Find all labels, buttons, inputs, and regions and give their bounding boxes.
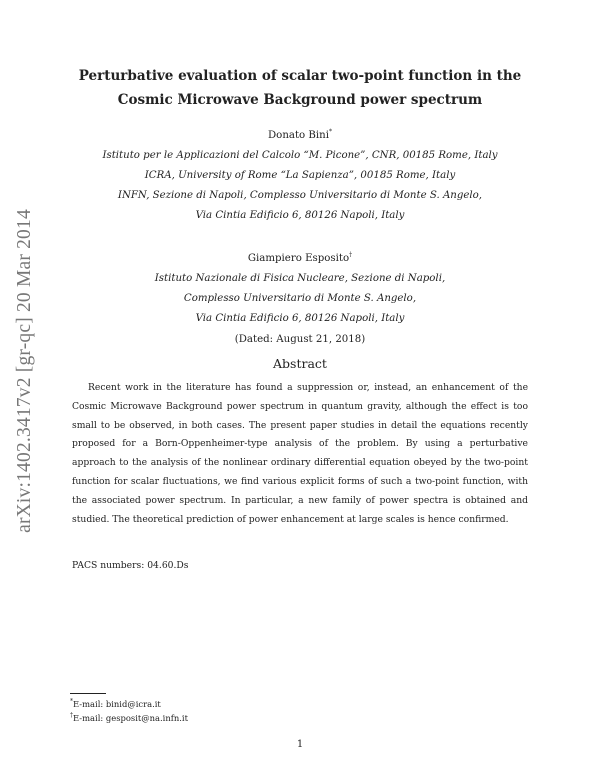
date-line: (Dated: August 21, 2018)	[234, 334, 366, 345]
author-2-name: Giampiero Esposito	[247, 253, 350, 264]
pacs-numbers: PACS numbers: 04.60.Ds	[72, 560, 189, 571]
author-2-affiliation-3: Via Cintia Edificio 6, 80126 Napoli, Italy	[195, 313, 405, 324]
author-1-affiliation-2: ICRA, University of Rome “La Sapienza”, 00185 Rome, Italy	[144, 170, 456, 181]
footnote-2	[70, 713, 188, 723]
footnote-2-text: E-mail: gesposit@na.infn.it	[73, 713, 188, 723]
page-number: 1	[296, 739, 304, 750]
author-1-name-line	[60, 126, 540, 146]
author-2-affiliation-1: Istituto Nazionale di Fisica Nucleare, Sezione di Napoli,	[154, 273, 446, 284]
title-line-1: Perturbative evaluation of scalar two-point function in the	[78, 68, 522, 84]
author-2-affiliation-2: Complesso Universitario di Monte S. Angelo,	[183, 293, 417, 304]
author-1-affiliation-4: Via Cintia Edificio 6, 80126 Napoli, Italy	[195, 210, 405, 221]
footnote-rule	[70, 693, 106, 694]
footnote-1	[70, 699, 161, 709]
footnote-1-text: E-mail: binid@icra.it	[73, 699, 161, 709]
author-1-affiliation-3: INFN, Sezione di Napoli, Complesso Universitario di Monte S. Angelo,	[117, 190, 483, 201]
author-1-footnote-mark: *	[328, 128, 332, 136]
arxiv-sidebar-stamp	[8, 186, 42, 556]
author-2-footnote-mark: †	[349, 251, 353, 259]
author-1-name: Donato Bini	[268, 130, 329, 141]
abstract-heading: Abstract	[273, 356, 327, 371]
author-2-block	[60, 249, 540, 329]
footnote-2-mark: †	[70, 712, 73, 720]
abstract-body: Recent work in the literature has found a suppression or, instead, an enhancement of the Cosmic Microwave Background power spectrum in quantum gravity, although the effect is too small to be observed, in both cases. The present paper studies in detail the equations recently proposed for a Born-Oppenheimer-type analysis of the problem. By using a perturbative approach to the analysis of the nonlinear ordinary differential equation obeyed by the two-point function for scalar fluctuations, we find various explicit forms of such a two-point function, with the associated power spectrum. In particular, a new family of power spectra is obtained and studied. The theoretical prediction of power enhancement at large scales is hence confirmed.	[72, 382, 528, 525]
author-1-block	[60, 126, 540, 226]
footnote-1-mark: *	[70, 698, 73, 706]
author-2-name-line	[60, 249, 540, 269]
paper-title	[60, 64, 540, 112]
author-1-affiliation-1: Istituto per le Applicazioni del Calcolo “M. Picone”, CNR, 00185 Rome, Italy	[102, 150, 498, 161]
title-line-2: Cosmic Microwave Background power spectrum	[117, 92, 483, 108]
arxiv-identifier: arXiv:1402.3417v2 [gr-qc] 20 Mar 2014	[14, 209, 36, 533]
